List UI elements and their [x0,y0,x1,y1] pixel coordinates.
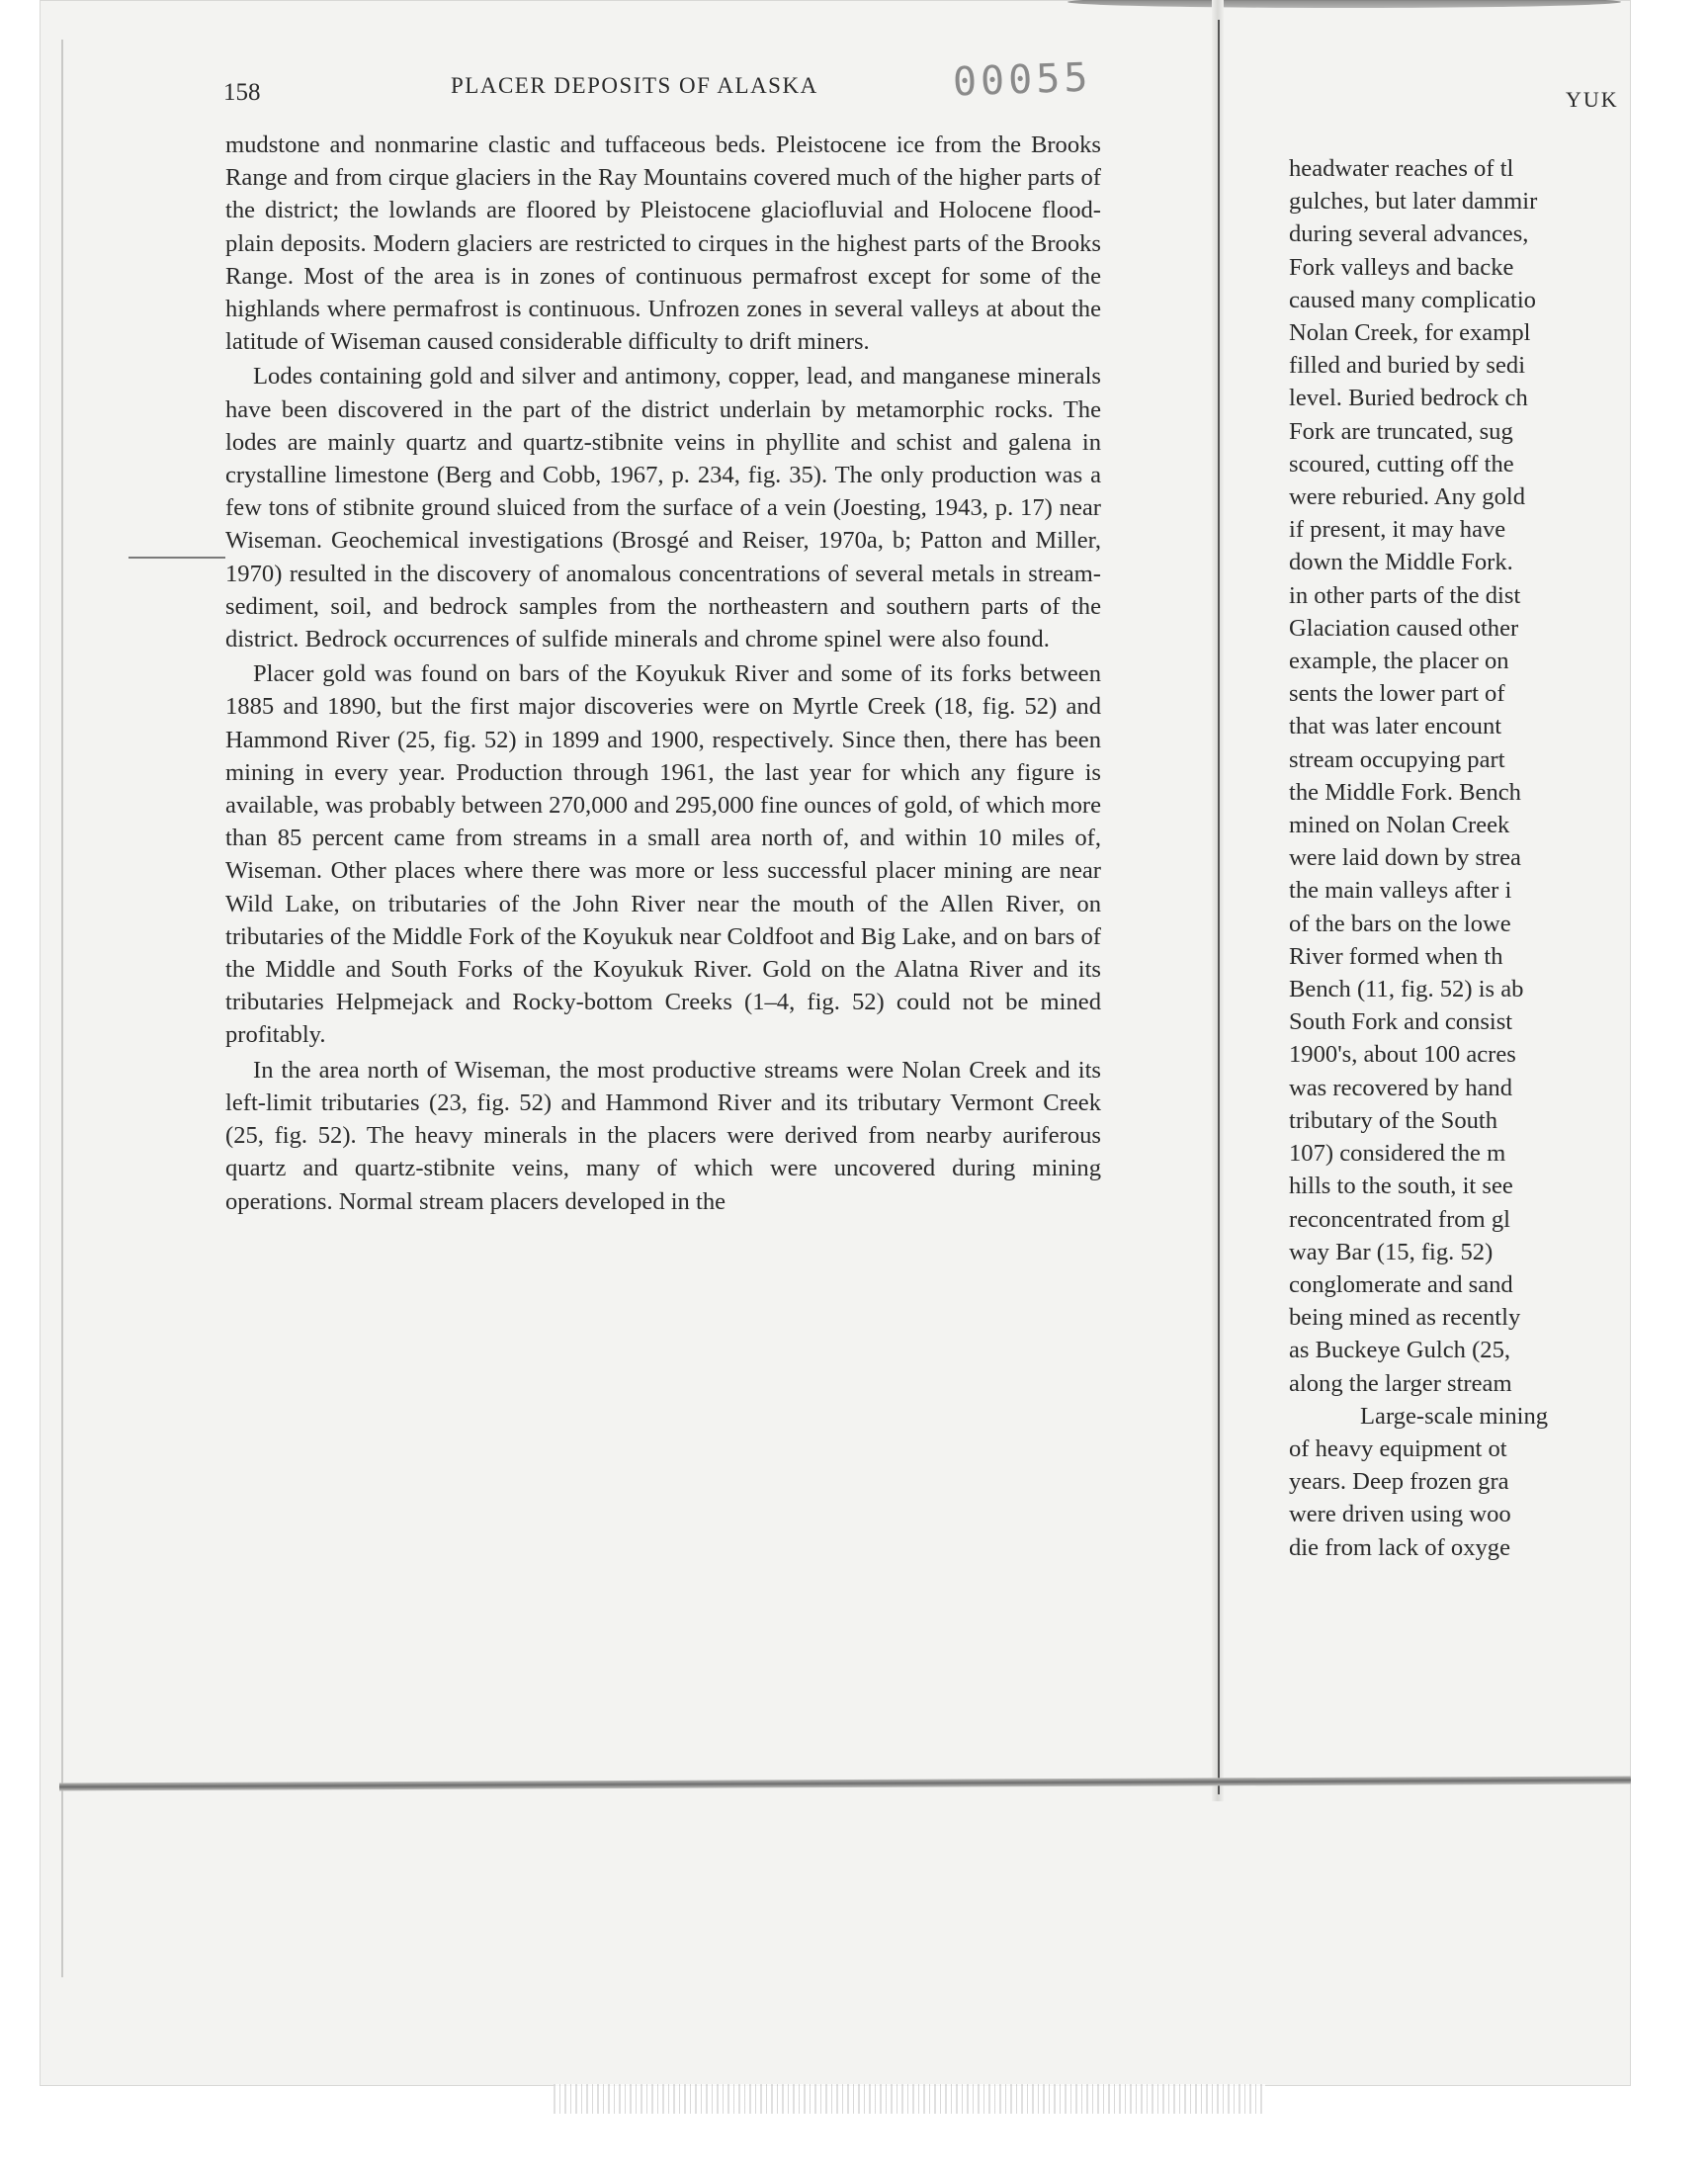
text-line: sents the lower part of [1289,680,1505,708]
text-line: of the bars on the lowe [1289,910,1511,937]
text-line: of heavy equipment ot [1289,1435,1507,1462]
margin-mark [128,557,225,559]
text-line: level. Buried bedrock ch [1289,385,1528,412]
text-line: die from lack of oxyge [1289,1533,1510,1561]
running-head: PLACER DEPOSITS OF ALASKA [451,73,818,98]
text-line: if present, it may have [1289,516,1506,544]
text-line: during several advances, [1289,220,1529,248]
text-line: mined on Nolan Creek [1289,812,1510,839]
paragraph: Placer gold was found on bars of the Koyukuk River and some of its forks between 1885 and 1890, but the first major discoveries were on Myrtle Creek (18, fig. 52) and Hammond River (25, fig. 52) in 1899 and 1900, respectively. Since then, there has been mining in every year. Production through 1961, the last year for which any figure is available, was probably between 270,000 and 295,000 fine ounces of gold, of which more than 85 percent came from streams in a small area north of, and within 10 miles of, Wiseman. Other places where there was more or less successful placer mining are near Wild Lake, on tributaries of the John River near the mouth of the Allen River, on tributaries of the Middle Fork of the Koyukuk near Coldfoot and Big Lake, and on bars of the Middle and South Forks of the Koyukuk River. Gold on the Alatna River and its tributaries Helpmejack and Rocky-bottom Creeks (1–4, fig. 52) could not be mined profitably. [225,660,1101,1049]
stamp-number: 00055 [952,54,1093,106]
left-margin-shadow [61,40,63,1977]
text-line: scoured, cutting off the [1289,450,1514,478]
text-line: way Bar (15, fig. 52) [1289,1238,1494,1265]
text-line: down the Middle Fork. [1289,549,1513,576]
text-line: filled and buried by sedi [1289,352,1526,380]
text-line: that was later encount [1289,713,1502,740]
text-line: Large-scale mining [1360,1402,1549,1430]
text-line: Bench (11, fig. 52) is ab [1289,976,1524,1003]
text-line: reconcentrated from gl [1289,1205,1510,1233]
text-line: South Fork and consist [1289,1008,1513,1036]
text-line: the main valleys after i [1289,877,1512,905]
text-line: 1900's, about 100 acres [1289,1041,1516,1069]
text-line: were reburied. Any gold [1289,483,1526,511]
text-line: years. Deep frozen gra [1289,1468,1509,1496]
text-line: as Buckeye Gulch (25, [1289,1337,1511,1364]
text-line: was recovered by hand [1289,1074,1513,1101]
right-page-running-head: YUK [1566,87,1619,112]
right-page-column [1289,152,1631,1564]
text-line: being mined as recently [1289,1304,1521,1332]
paragraph: Lodes containing gold and silver and antimony, copper, lead, and manganese minerals have been discovered in the part of the district underlain by metamorphic rocks. The lodes are mainly quartz and quartz-stibnite veins in phyllite and schist and galena in crystalline limestone (Berg and Cobb, 1967, p. 234, fig. 35). The only production was a few tons of stibnite ground sluiced from the surface of a vein (Joesting, 1943, p. 17) near Wiseman. Geochemical investigations (Brosgé and Reiser, 1970a, b; Patton and Miller, 1970) resulted in the discovery of anomalous concentrations of several metals in stream-sediment, soil, and bedrock samples from the northeastern and southern parts of the district. Bedrock occurrences of sulfide minerals and chrome spinel were also found. [225,363,1101,653]
gutter-line [1218,20,1220,1794]
scan-artifact-strip [554,2084,1265,2114]
text-line: 107) considered the m [1289,1140,1506,1168]
text-line: along the larger stream [1289,1369,1512,1397]
text-line: Fork are truncated, sug [1289,417,1513,445]
text-line: tributary of the South [1289,1106,1498,1134]
main-text-column [225,129,1101,1218]
paragraph: mudstone and nonmarine clastic and tuffaceous beds. Pleistocene ice from the Brooks Range and from cirque glaciers in the Ray Mountains covered much of the higher parts of the district; the lowlands are floored by Pleistocene glaciofluvial and Holocene flood-plain deposits. Modern glaciers are restricted to cirques in the highest parts of the Brooks Range. Most of the area is in zones of continuous permafrost except for some of the highlands where permafrost is continuous. Unfrozen zones in several valleys at about the latitude of Wiseman caused considerable difficulty to drift miners. [225,131,1101,356]
text-line: Glaciation caused other [1289,614,1519,642]
text-line: example, the placer on [1289,648,1509,675]
text-line: River formed when th [1289,942,1503,970]
text-line: gulches, but later dammir [1289,188,1538,216]
text-line: headwater reaches of tl [1289,155,1514,182]
text-line: were driven using woo [1289,1501,1511,1528]
text-line: were laid down by strea [1289,844,1521,872]
text-line: caused many complicatio [1289,286,1536,313]
text-line: in other parts of the dist [1289,581,1521,609]
page-number: 158 [223,79,261,106]
text-line: Nolan Creek, for exampl [1289,319,1531,347]
text-line: conglomerate and sand [1289,1270,1513,1298]
text-line: the Middle Fork. Bench [1289,778,1521,806]
paragraph: In the area north of Wiseman, the most productive streams were Nolan Creek and its left-limit tributaries (23, fig. 52) and Hammond River and its tributary Vermont Creek (25, fig. 52). The heavy minerals in the placers were derived from nearby auriferous quartz and quartz-stibnite veins, many of which were uncovered during mining operations. Normal stream placers developed in the [225,1056,1101,1215]
text-line: Fork valleys and backe [1289,253,1514,281]
text-line: stream occupying part [1289,745,1505,773]
text-line: hills to the south, it see [1289,1173,1513,1200]
